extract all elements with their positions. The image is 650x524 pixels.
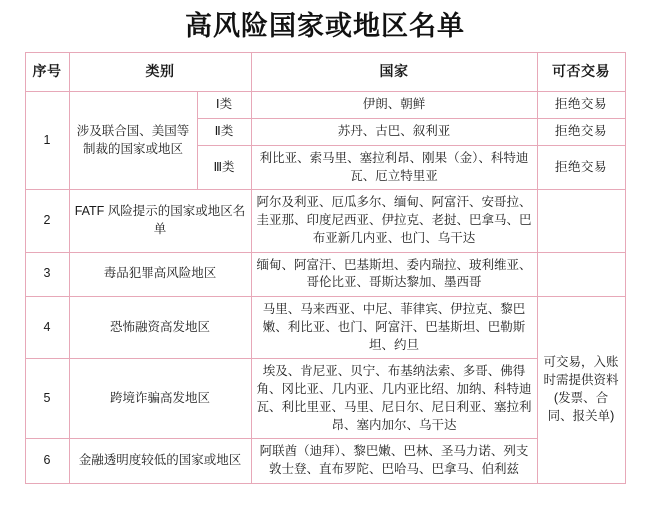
row-countries: 苏丹、古巴、叙利亚 xyxy=(251,119,537,146)
header-cell-tradeable: 可否交易 xyxy=(537,53,625,92)
row-number: 1 xyxy=(25,92,69,190)
row-category: 跨境诈骗高发地区 xyxy=(69,359,251,439)
table-row xyxy=(25,252,625,297)
row-number: 5 xyxy=(25,359,69,439)
row-countries: 埃及、肯尼亚、贝宁、布基纳法索、多哥、佛得角、冈比亚、几内亚、几内亚比绍、加纳、科特迪瓦、利比里亚、马里、尼日尔、尼日利亚、塞拉利昂、塞内加尔、乌干达 xyxy=(251,359,537,439)
row-category: 毒品犯罪高风险地区 xyxy=(69,252,251,297)
row-subclass: Ⅱ类 xyxy=(197,119,251,146)
row-trade-status: 拒绝交易 xyxy=(537,119,625,146)
row-countries: 缅甸、阿富汗、巴基斯坦、委内瑞拉、玻利维亚、哥伦比亚、哥斯达黎加、墨西哥 xyxy=(251,252,537,297)
row-category: FATF 风险提示的国家或地区名单 xyxy=(69,190,251,252)
row-countries: 伊朗、朝鲜 xyxy=(251,92,537,119)
page-title: 高风险国家或地区名单 xyxy=(185,11,465,41)
table-row xyxy=(25,439,625,484)
table-header-row xyxy=(25,53,625,92)
row-subclass: Ⅲ类 xyxy=(197,145,251,190)
table-header xyxy=(25,53,625,92)
table-row xyxy=(25,297,625,359)
table-body xyxy=(25,92,625,484)
row-category: 涉及联合国、美国等制裁的国家或地区 xyxy=(69,92,197,190)
row-countries: 阿联酋（迪拜）、黎巴嫩、巴林、圣马力诺、列支敦士登、直布罗陀、巴哈马、巴拿马、伯利兹 xyxy=(251,439,537,484)
row-category: 金融透明度较低的国家或地区 xyxy=(69,439,251,484)
row-countries: 利比亚、索马里、塞拉利昂、刚果（金）、科特迪瓦、厄立特里亚 xyxy=(251,145,537,190)
row-number: 2 xyxy=(25,190,69,252)
row-number: 6 xyxy=(25,439,69,484)
row-trade-status: 拒绝交易 xyxy=(537,92,625,119)
row-countries: 马里、马来西亚、中尼、菲律宾、伊拉克、黎巴嫩、利比亚、也门、阿富汗、巴基斯坦、巴勒斯坦、约旦 xyxy=(251,297,537,359)
row-trade-status-empty xyxy=(537,252,625,297)
row-trade-note: 可交易，入账时需提供资料(发票、合同、报关单) xyxy=(537,297,625,484)
row-subclass: Ⅰ类 xyxy=(197,92,251,119)
header-cell-no: 序号 xyxy=(25,53,69,92)
row-number: 4 xyxy=(25,297,69,359)
header-cell-category: 类别 xyxy=(69,53,251,92)
table-row xyxy=(25,359,625,439)
row-trade-status: 拒绝交易 xyxy=(537,145,625,190)
row-countries: 阿尔及利亚、厄瓜多尔、缅甸、阿富汗、安哥拉、圭亚那、印度尼西亚、伊拉克、老挝、巴拿马、巴布亚新几内亚、也门、乌干达 xyxy=(251,190,537,252)
table-row xyxy=(25,190,625,252)
high-risk-country-table xyxy=(25,52,626,483)
row-category: 恐怖融资高发地区 xyxy=(69,297,251,359)
table-row xyxy=(25,92,625,119)
header-cell-country: 国家 xyxy=(251,53,537,92)
row-number: 3 xyxy=(25,252,69,297)
row-trade-status-empty xyxy=(537,190,625,252)
